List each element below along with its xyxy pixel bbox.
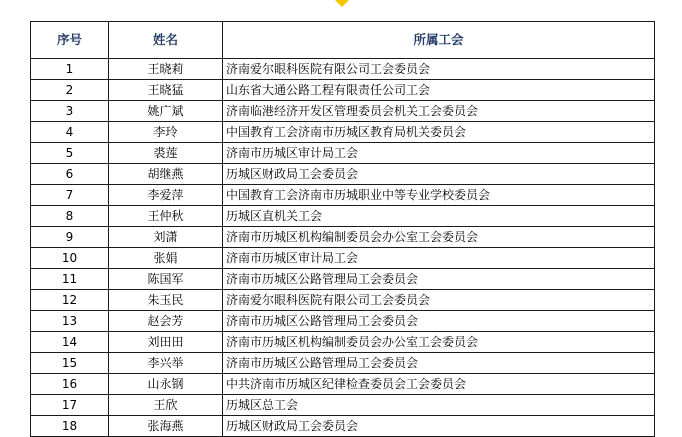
header-seq: 序号: [31, 22, 109, 59]
cell-org: 济南市历城区审计局工会: [223, 248, 655, 269]
cell-seq: 12: [31, 290, 109, 311]
cell-seq: 11: [31, 269, 109, 290]
cell-org: 济南市历城区公路管理局工会委员会: [223, 353, 655, 374]
table-row: [31, 416, 655, 437]
table-row: [31, 227, 655, 248]
cell-org: 济南市历城区机构编制委员会办公室工会委员会: [223, 227, 655, 248]
cell-seq: 13: [31, 311, 109, 332]
cell-org: 济南临港经济开发区管理委员会机关工会委员会: [223, 101, 655, 122]
member-table-container: [30, 21, 654, 433]
triangle-marker-icon: [335, 0, 349, 7]
table-row: [31, 59, 655, 80]
cell-org: 中国教育工会济南市历城职业中等专业学校委员会: [223, 185, 655, 206]
header-name: 姓名: [109, 22, 223, 59]
cell-seq: 16: [31, 374, 109, 395]
cell-seq: 7: [31, 185, 109, 206]
cell-seq: 3: [31, 101, 109, 122]
cell-name: 王晓猛: [109, 80, 223, 101]
cell-org: 济南爱尔眼科医院有限公司工会委员会: [223, 59, 655, 80]
cell-name: 张娟: [109, 248, 223, 269]
cell-org: 济南市历城区公路管理局工会委员会: [223, 269, 655, 290]
table-row: [31, 353, 655, 374]
cell-name: 朱玉民: [109, 290, 223, 311]
table-row: [31, 80, 655, 101]
cell-seq: 4: [31, 122, 109, 143]
table-row: [31, 206, 655, 227]
cell-name: 李爱萍: [109, 185, 223, 206]
cell-name: 山永钢: [109, 374, 223, 395]
cell-name: 李玲: [109, 122, 223, 143]
cell-seq: 1: [31, 59, 109, 80]
cell-org: 历城区直机关工会: [223, 206, 655, 227]
cell-name: 王晓莉: [109, 59, 223, 80]
cell-org: 历城区总工会: [223, 395, 655, 416]
cell-seq: 10: [31, 248, 109, 269]
cell-seq: 5: [31, 143, 109, 164]
cell-name: 胡继燕: [109, 164, 223, 185]
table-row: [31, 122, 655, 143]
table-row: [31, 290, 655, 311]
cell-org: 历城区财政局工会委员会: [223, 164, 655, 185]
cell-name: 赵会芳: [109, 311, 223, 332]
table-row: [31, 395, 655, 416]
cell-name: 裘莲: [109, 143, 223, 164]
cell-name: 刘田田: [109, 332, 223, 353]
cell-seq: 9: [31, 227, 109, 248]
cell-org: 历城区财政局工会委员会: [223, 416, 655, 437]
table-row: [31, 143, 655, 164]
cell-name: 李兴举: [109, 353, 223, 374]
table-row: [31, 311, 655, 332]
table-header-row: [31, 22, 655, 59]
cell-name: 陈国军: [109, 269, 223, 290]
cell-seq: 14: [31, 332, 109, 353]
cell-seq: 8: [31, 206, 109, 227]
cell-org: 山东省大通公路工程有限责任公司工会: [223, 80, 655, 101]
table-row: [31, 269, 655, 290]
table-row: [31, 374, 655, 395]
cell-org: 中国教育工会济南市历城区教育局机关委员会: [223, 122, 655, 143]
cell-org: 济南爱尔眼科医院有限公司工会委员会: [223, 290, 655, 311]
cell-seq: 17: [31, 395, 109, 416]
member-table: [30, 21, 655, 437]
cell-name: 刘潇: [109, 227, 223, 248]
cell-org: 中共济南市历城区纪律检查委员会工会委员会: [223, 374, 655, 395]
cell-name: 姚广斌: [109, 101, 223, 122]
cell-org: 济南市历城区机构编制委员会办公室工会委员会: [223, 332, 655, 353]
cell-seq: 15: [31, 353, 109, 374]
header-org: 所属工会: [223, 22, 655, 59]
table-row: [31, 185, 655, 206]
table-row: [31, 248, 655, 269]
cell-org: 济南市历城区审计局工会: [223, 143, 655, 164]
table-row: [31, 101, 655, 122]
cell-name: 王仲秋: [109, 206, 223, 227]
cell-name: 张海燕: [109, 416, 223, 437]
cell-org: 济南市历城区公路管理局工会委员会: [223, 311, 655, 332]
table-body: [31, 59, 655, 437]
cell-seq: 2: [31, 80, 109, 101]
table-row: [31, 164, 655, 185]
cell-name: 王欣: [109, 395, 223, 416]
table-row: [31, 332, 655, 353]
cell-seq: 18: [31, 416, 109, 437]
cell-seq: 6: [31, 164, 109, 185]
